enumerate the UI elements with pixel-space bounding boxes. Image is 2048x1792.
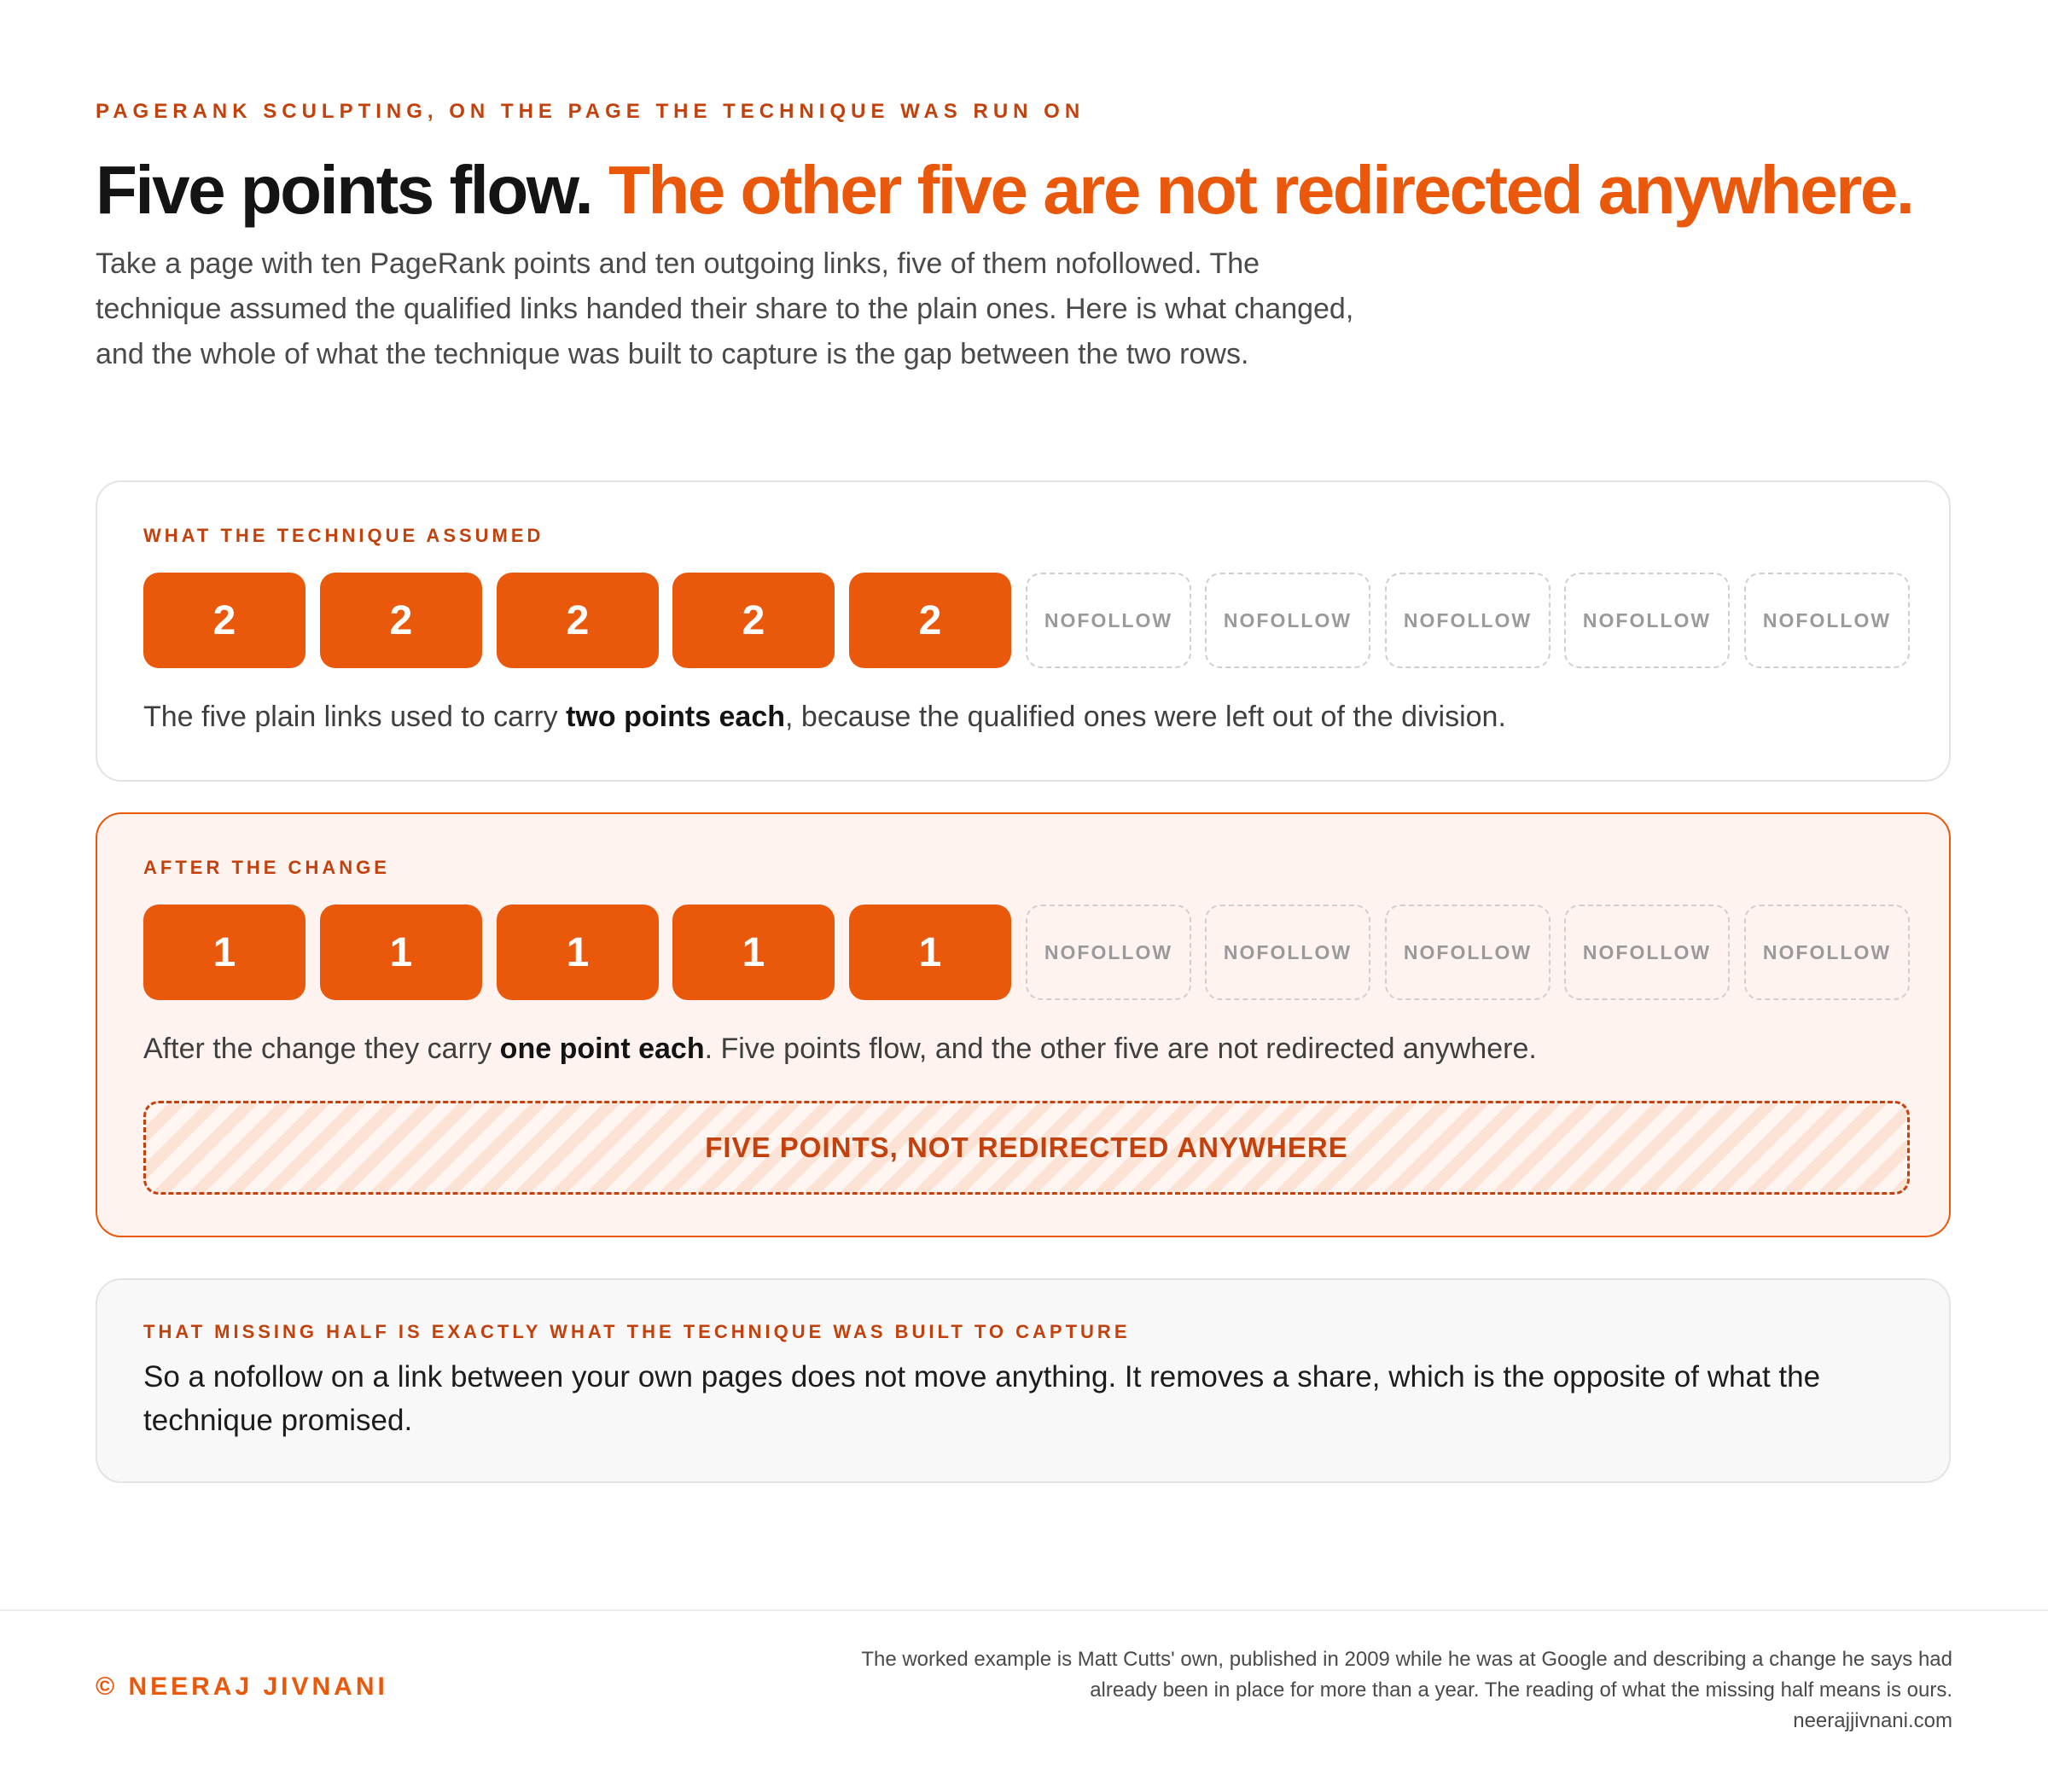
nofollow-link-tile: NOFOLLOW [1564, 905, 1730, 1000]
followed-link-tile: 2 [497, 573, 659, 668]
assumed-text-before: The five plain links used to carry [143, 701, 567, 733]
after-link-row [143, 905, 1910, 1000]
followed-link-tile: 2 [672, 573, 835, 668]
after-description [143, 1033, 1537, 1066]
followed-link-tile: 2 [849, 573, 1011, 668]
headline-accent: The other five are not redirected anywhere. [608, 152, 1913, 228]
eyebrow: PAGERANK SCULPTING, ON THE PAGE THE TECHNIQUE WAS RUN ON [96, 100, 1085, 123]
headline [96, 143, 1913, 237]
conclusion-text: So a nofollow on a link between your own pages does not move anything. It removes a share, which is the opposite of what the technique promised. [143, 1360, 1821, 1437]
nofollow-link-tile: NOFOLLOW [1385, 573, 1551, 668]
lost-points-callout: FIVE POINTS, NOT REDIRECTED ANYWHERE [143, 1101, 1910, 1195]
assumed-description [143, 701, 1506, 734]
footnote-line: The worked example is Matt Cutts' own, published in 2009 while he was at Google and describing a change he says had [861, 1648, 1952, 1671]
nofollow-link-tile: NOFOLLOW [1205, 573, 1370, 668]
followed-link-tile: 2 [143, 573, 305, 668]
followed-link-tile: 1 [143, 905, 305, 1000]
nofollow-link-tile: NOFOLLOW [1026, 905, 1191, 1000]
followed-link-tile: 1 [672, 905, 835, 1000]
followed-link-tile: 1 [320, 905, 482, 1000]
intro-paragraph: Take a page with ten PageRank points and ten outgoing links, five of them nofollowed. The technique assumed the qualified links handed their share to the plain ones. Here is what changed, and the whole of what the technique was built to capture is the gap between the two rows. [96, 247, 1354, 370]
followed-link-tile: 1 [849, 905, 1011, 1000]
assumed-link-row [143, 573, 1910, 668]
nofollow-link-tile: NOFOLLOW [1744, 573, 1910, 668]
assumed-card [96, 480, 1951, 782]
assumed-text-emphasis: two points each [566, 701, 786, 733]
nofollow-link-tile: NOFOLLOW [1205, 905, 1370, 1000]
copyright: © NEERAJ JIVNANI [96, 1673, 388, 1701]
nofollow-link-tile: NOFOLLOW [1744, 905, 1910, 1000]
after-change-card [96, 812, 1951, 1237]
assumed-text-after: , because the qualified ones were left out of the division. [785, 701, 1506, 733]
nofollow-link-tile: NOFOLLOW [1026, 573, 1191, 668]
headline-lead: Five points flow. [96, 152, 592, 228]
footer-divider [0, 1609, 2048, 1611]
footnote-line: already been in place for more than a year. The reading of what the missing half means is ours. [1090, 1679, 1952, 1702]
site-link[interactable]: neerajjivnani.com [1793, 1709, 1952, 1732]
assumed-label: WHAT THE TECHNIQUE ASSUMED [143, 525, 544, 546]
conclusion-label: THAT MISSING HALF IS EXACTLY WHAT THE TECHNIQUE WAS BUILT TO CAPTURE [143, 1321, 1131, 1342]
followed-link-tile: 1 [497, 905, 659, 1000]
after-text-emphasis: one point each [499, 1033, 705, 1065]
conclusion-card [96, 1278, 1951, 1483]
nofollow-link-tile: NOFOLLOW [1564, 573, 1730, 668]
after-text-after: . Five points flow, and the other five are not redirected anywhere. [704, 1033, 1537, 1065]
after-label: AFTER THE CHANGE [143, 857, 390, 878]
source-footnote [758, 1644, 1952, 1737]
after-text-before: After the change they carry [143, 1033, 500, 1065]
followed-link-tile: 2 [320, 573, 482, 668]
nofollow-link-tile: NOFOLLOW [1385, 905, 1551, 1000]
